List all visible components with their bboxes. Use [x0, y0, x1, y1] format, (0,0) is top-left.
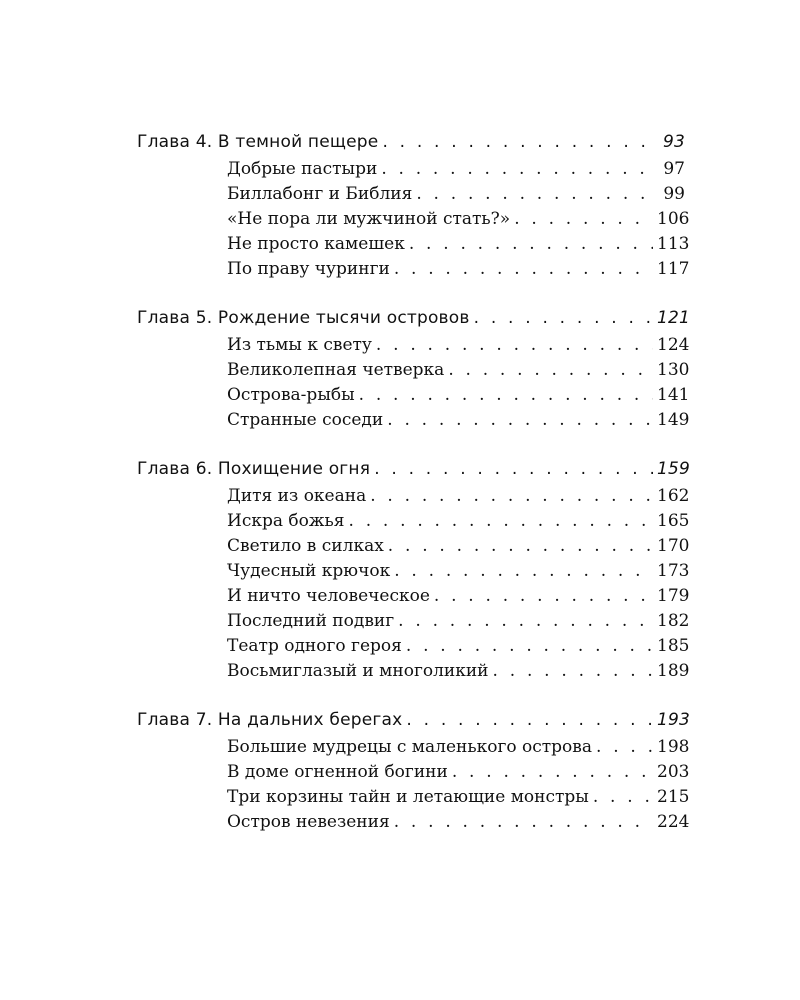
section-entry[interactable] [227, 534, 690, 559]
section-title: Странные соседи [227, 410, 384, 430]
section-entry[interactable] [227, 785, 690, 810]
dot-leader [593, 785, 653, 810]
section-page-number: 117 [657, 259, 690, 279]
section-title: Биллабонг и Библия [227, 184, 413, 204]
chapter-entry[interactable] [137, 128, 685, 157]
section-entry[interactable] [227, 810, 690, 835]
dot-leader [474, 304, 653, 333]
chapter-block [137, 128, 690, 282]
section-title: Три корзины тайн и летающие монстры [227, 787, 589, 807]
section-page-number: 198 [657, 737, 690, 757]
chapter-title: Глава 6. Похищение огня [137, 459, 371, 479]
section-entry[interactable] [227, 157, 685, 182]
dot-leader [448, 358, 653, 383]
dot-leader [374, 455, 653, 484]
dot-leader [514, 207, 653, 232]
section-page-number: 97 [663, 159, 685, 179]
chapter-block [137, 706, 691, 835]
chapter-page-number: 193 [657, 710, 691, 730]
dot-leader [370, 484, 653, 509]
dot-leader [394, 257, 653, 282]
dot-leader [406, 706, 653, 735]
dot-leader [406, 634, 653, 659]
section-entry[interactable] [227, 207, 690, 232]
section-title: Остров невезения [227, 812, 390, 832]
section-entry[interactable] [227, 408, 690, 433]
chapter-page-number: 93 [662, 132, 685, 152]
section-page-number: 124 [657, 335, 690, 355]
section-entry[interactable] [227, 232, 690, 257]
dot-leader [434, 584, 653, 609]
section-title: И ничто человеческое [227, 586, 430, 606]
dot-leader [394, 810, 653, 835]
dot-leader [381, 157, 653, 182]
section-entry[interactable] [227, 333, 690, 358]
section-page-number: 185 [657, 636, 690, 656]
section-page-number: 141 [657, 385, 690, 405]
section-page-number: 99 [663, 184, 685, 204]
section-entry[interactable] [227, 634, 690, 659]
dot-leader [398, 609, 653, 634]
section-title: Искра божья [227, 511, 345, 531]
section-page-number: 170 [657, 536, 690, 556]
chapter-block [137, 455, 691, 684]
section-entry[interactable] [227, 609, 690, 634]
section-entry[interactable] [227, 559, 690, 584]
section-page-number: 189 [657, 661, 690, 681]
section-page-number: 179 [657, 586, 690, 606]
section-page-number: 203 [657, 762, 690, 782]
section-title: Не просто камешек [227, 234, 405, 254]
section-title: Дитя из океана [227, 486, 367, 506]
section-page-number: 130 [657, 360, 690, 380]
section-title: «Не пора ли мужчиной стать?» [227, 209, 511, 229]
dot-leader [596, 735, 653, 760]
chapter-title: Глава 4. В темной пещере [137, 132, 379, 152]
chapter-page-number: 121 [657, 308, 691, 328]
dot-leader [382, 128, 653, 157]
section-entry[interactable] [227, 735, 690, 760]
section-title: Восьмиглазый и многоликий [227, 661, 489, 681]
section-entry[interactable] [227, 358, 690, 383]
section-page-number: 162 [657, 486, 690, 506]
section-entry[interactable] [227, 383, 690, 408]
section-entry[interactable] [227, 659, 690, 684]
chapter-title: Глава 7. На дальних берегах [137, 710, 403, 730]
dot-leader [359, 383, 653, 408]
section-page-number: 224 [657, 812, 690, 832]
section-page-number: 173 [657, 561, 690, 581]
chapter-page-number: 159 [657, 459, 691, 479]
section-title: Добрые пастыри [227, 159, 378, 179]
section-page-number: 215 [657, 787, 690, 807]
section-title: Чудесный крючок [227, 561, 391, 581]
section-title: Большие мудрецы с маленького острова [227, 737, 593, 757]
section-title: Последний подвиг [227, 611, 395, 631]
section-entry[interactable] [227, 509, 690, 534]
dot-leader [348, 509, 653, 534]
table-of-contents [137, 128, 691, 857]
section-entry[interactable] [227, 484, 690, 509]
section-title: Светило в силках [227, 536, 384, 556]
section-page-number: 113 [657, 234, 690, 254]
section-page-number: 106 [657, 209, 690, 229]
section-entry[interactable] [227, 182, 685, 207]
dot-leader [409, 232, 653, 257]
section-title: В доме огненной богини [227, 762, 448, 782]
chapter-entry[interactable] [137, 455, 691, 484]
section-title: По праву чуринги [227, 259, 390, 279]
section-page-number: 149 [657, 410, 690, 430]
section-title: Театр одного героя [227, 636, 402, 656]
dot-leader [452, 760, 653, 785]
section-entry[interactable] [227, 760, 690, 785]
dot-leader [416, 182, 653, 207]
dot-leader [493, 659, 653, 684]
section-entry[interactable] [227, 584, 690, 609]
chapter-block [137, 304, 691, 433]
section-page-number: 182 [657, 611, 690, 631]
section-title: Великолепная четверка [227, 360, 445, 380]
section-page-number: 165 [657, 511, 690, 531]
chapter-title: Глава 5. Рождение тысячи островов [137, 308, 470, 328]
dot-leader [388, 534, 653, 559]
section-title: Острова-рыбы [227, 385, 355, 405]
dot-leader [394, 559, 653, 584]
section-entry[interactable] [227, 257, 690, 282]
dot-leader [387, 408, 653, 433]
dot-leader [376, 333, 653, 358]
chapter-entry[interactable] [137, 706, 691, 735]
chapter-entry[interactable] [137, 304, 691, 333]
section-title: Из тьмы к свету [227, 335, 372, 355]
